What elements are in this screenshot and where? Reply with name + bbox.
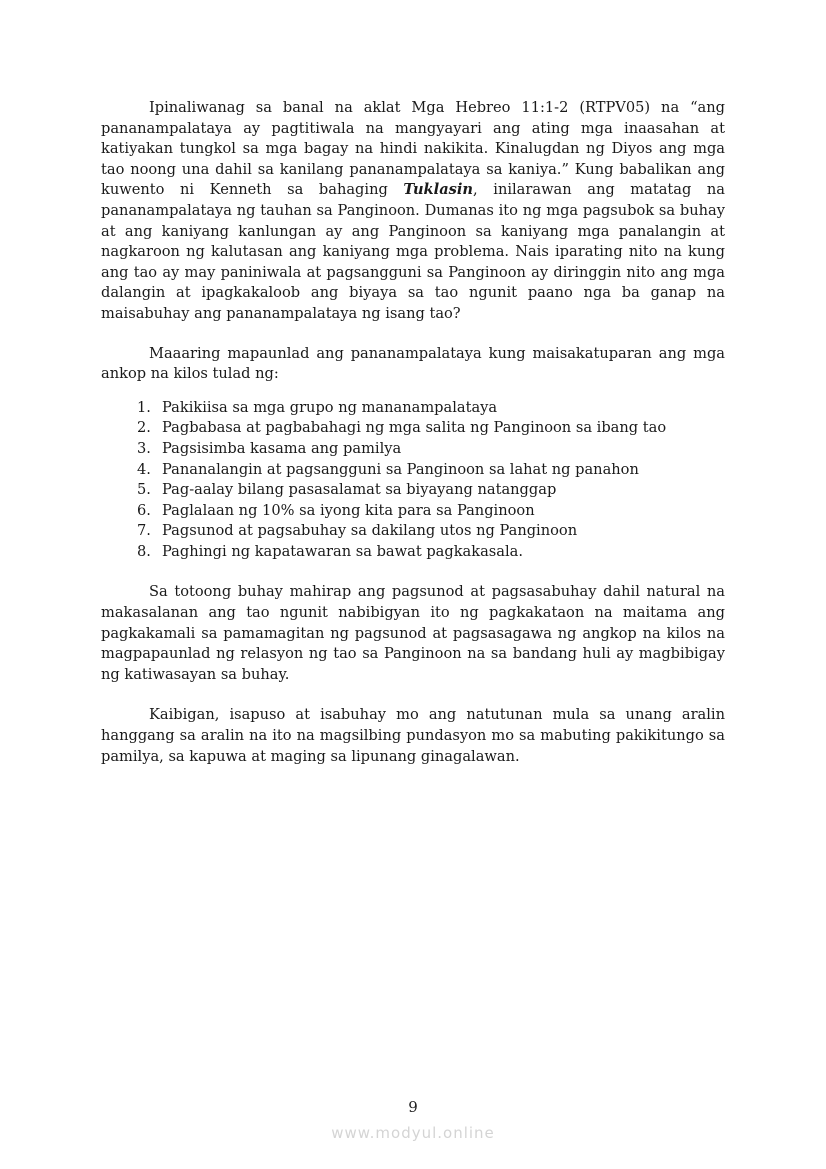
tuklasin-emphasis: Tuklasin xyxy=(403,181,474,199)
list-item xyxy=(101,398,725,419)
list-item-number: 5. xyxy=(137,481,151,499)
list-item xyxy=(101,480,725,501)
paragraph-hebreo-text-end: , inilarawan ang matatag na pananampalataya ng tauhan sa Panginoon. Dumanas ito ng mga pagsubok sa buhay at ang kaniyang kanlungan ay ang Panginoon sa kaniyang mga panalangin at nagkaroon ng kalutasan ang kaniyang mga problema. Nais iparating nito na kung ang tao ay may paniniwala at pagsangguni sa Panginoon ay diringgin nito ang mga dalangin at ipagkakaloob ang biyaya sa tao ngunit paano nga ba ganap na maisabuhay ang pananampalataya ng isang tao? xyxy=(101,181,726,322)
list-item-text: Pag-aalay bilang pasasalamat sa biyayang natanggap xyxy=(162,481,557,499)
watermark: www.modyul.online xyxy=(331,1124,495,1142)
list-item xyxy=(101,418,725,439)
page-body xyxy=(101,98,725,767)
actions-list xyxy=(101,398,725,563)
list-item-text: Pagbabasa at pagbabahagi ng mga salita ng Panginoon sa ibang tao xyxy=(162,419,667,437)
paragraph-totoong-buhay: Sa totoong buhay mahirap ang pagsunod at pagsasabuhay dahil natural na makasalanan ang tao ngunit nabibigyan ito ng pagkakataon na maitama ang pagkakamali sa pamamagitan ng pagsunod at pagsasagawa ng angkop na kilos na magpapaunlad ng relasyon ng tao sa Panginoon na sa bandang huli ay magbibigay ng katiwasayan sa buhay. xyxy=(101,583,725,683)
list-item-text: Paglalaan ng 10% sa iyong kita para sa Panginoon xyxy=(162,501,535,519)
list-item-number: 8. xyxy=(137,542,151,560)
list-item-text: Pagsisimba kasama ang pamilya xyxy=(162,439,402,457)
list-item-text: Pagsunod at pagsabuhay sa dakilang utos ng Panginoon xyxy=(162,522,578,540)
list-item-number: 3. xyxy=(137,439,151,457)
list-item-number: 7. xyxy=(137,522,151,540)
paragraph-hebreo xyxy=(101,98,725,325)
paragraph-intro-list: Maaaring mapaunlad ang pananampalataya kung maisakatuparan ang mga ankop na kilos tulad ng: xyxy=(101,344,725,383)
list-item-number: 6. xyxy=(137,501,151,519)
list-item-text: Pananalangin at pagsangguni sa Panginoon sa lahat ng panahon xyxy=(162,460,639,478)
list-item-text: Paghingi ng kapatawaran sa bawat pagkakasala. xyxy=(162,542,523,560)
list-item-number: 1. xyxy=(137,398,151,416)
list-item xyxy=(101,501,725,522)
list-item-number: 2. xyxy=(137,419,151,437)
list-item xyxy=(101,460,725,481)
list-item-number: 4. xyxy=(137,460,151,478)
list-item-text: Pakikiisa sa mga grupo ng mananampalataya xyxy=(162,398,498,416)
list-item xyxy=(101,542,725,563)
page-number: 9 xyxy=(408,1098,418,1116)
paragraph-kaibigan: Kaibigan, isapuso at isabuhay mo ang natutunan mula sa unang aralin hanggang sa aralin na ito na magsilbing pundasyon mo sa mabuting pakikitungo sa pamilya, sa kapuwa at maging sa lipunang ginagalawan. xyxy=(101,706,725,765)
paragraph-hebreo-text-start: Ipinaliwanag sa banal na aklat Mga Hebreo 11:1-2 (RTPV05) na “ang pananampalataya ay pagtitiwala na mangyayari ang ating mga inaasahan at katiyakan tungkol sa mga bagay na hindi nakikita. Kinalugdan ng Diyos ang mga tao noong una dahil sa kanilang pananampalataya sa kaniya.” Kung babalikan ang kuwento ni Kenneth sa bahaging xyxy=(101,99,725,199)
list-item xyxy=(101,439,725,460)
list-item xyxy=(101,521,725,542)
